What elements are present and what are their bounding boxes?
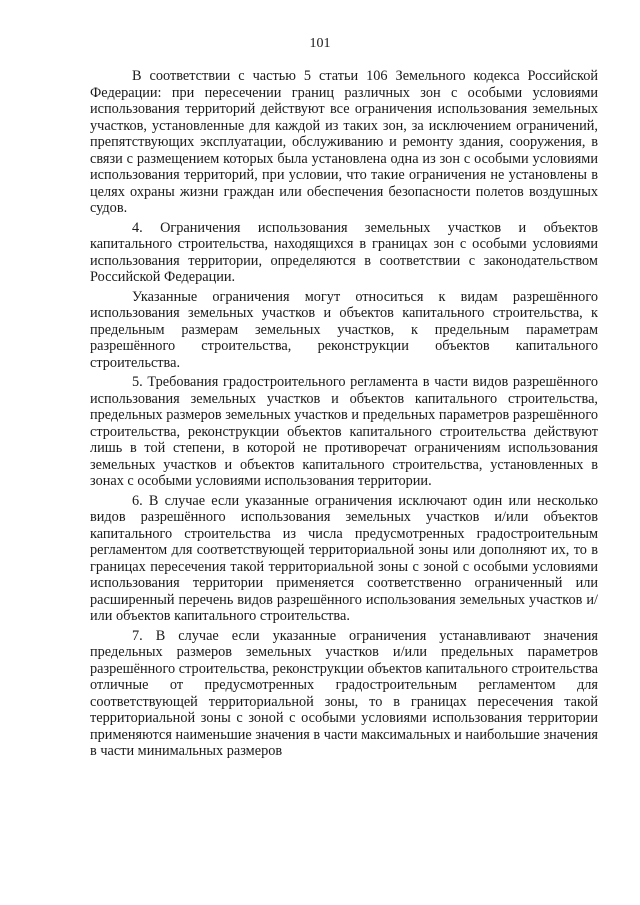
document-body <box>90 68 598 763</box>
paragraph-item-7: 7. В случае если указанные ограничения устанавливают значения предельных размеров земельных участков и/или предельных параметров разрешённого строительства, реконструкции объектов капитального строительства отличные от предусмотренных градостроительным регламентом для соответствующей территориальной зоны, то в границах пересечения такой территориальной зоны с зоной с особыми условиями использования территории применяются наименьшие значения в части максимальных и наибольшие значения в части минимальных размеров <box>90 627 598 759</box>
paragraph-restrictions-scope: Указанные ограничения могут относиться к видам разрешённого использования земельных участков и объектов капитального строительства, к предельным размерам земельных участков, к предельным параметрам разрешённого строительства, реконструкции объектов капитального строительства. <box>90 288 598 371</box>
paragraph-item-5: 5. Требования градостроительного регламента в части видов разрешённого использования земельных участков и объектов капитального строительства, предельных размеров земельных участков и предельных параметров разрешённого строительства, реконструкции объектов капитального строительства действуют лишь в той степени, в которой не противоречат ограничениям использования земельных участков и объектов капитального строительства, установленных в зонах с особыми условиями использования территории. <box>90 374 598 489</box>
paragraph-zone-intersection: В соответствии с частью 5 статьи 106 Земельного кодекса Российской Федерации: при пересечении границ различных зон с особыми условиями использования территорий действуют все ограничения использования земельных участков, установленные для каждой из таких зон, за исключением ограничений, препятствующих эксплуатации, обслуживанию и ремонту здания, сооружения, в связи с размещением которых была установлена одна из зон с особыми условиями использования территорий, при условии, что такие ограничения не установлены в целях охраны жизни граждан или обеспечения безопасности полетов воздушных судов. <box>90 68 598 216</box>
paragraph-item-6: 6. В случае если указанные ограничения исключают один или несколько видов разрешённого использования земельных участков и/или объектов капитального строительства из числа предусмотренных градостроительным регламентом для соответствующей территориальной зоны или дополняют их, то в границах пересечения такой территориальной зоны с зоной с особыми условиями использования территории применяется соответственно ограниченный или расширенный перечень видов разрешённого использования земельных участков и/или объектов капитального строительства. <box>90 492 598 624</box>
paragraph-item-4: 4. Ограничения использования земельных участков и объектов капитального строительства, находящихся в границах зон с особыми условиями использования территории, определяются в соответствии с законодательством Российской Федерации. <box>90 219 598 285</box>
page-number: 101 <box>309 36 331 51</box>
